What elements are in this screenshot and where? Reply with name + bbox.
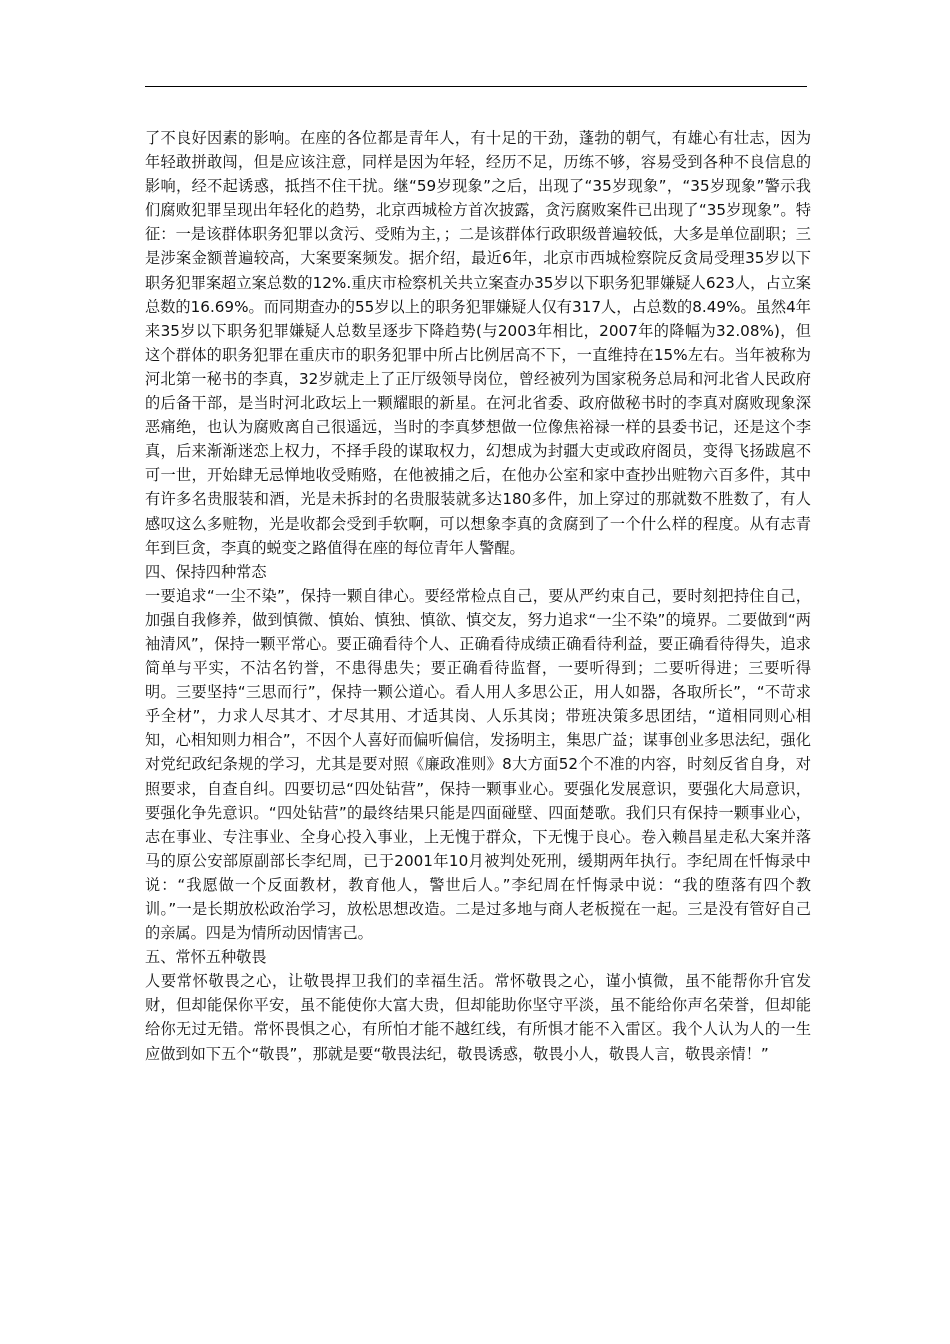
paragraph-li-zhen-case: 了不良好因素的影响。在座的各位都是青年人，有十足的干劲，蓬勃的朝气，有雄心有壮志，因为年轻敢拼敢闯，但是应该注意，同样是因为年轻，经历不足，历练不够，容易受到各种不良信息的影响，经不起诱惑，抵挡不住干扰。继“59岁现象”之后，出现了“35岁现象”，“35岁现象”警示我们腐败犯罪呈现出年轻化的趋势，北京西城检方首次披露，贪污腐败案件已出现了“35岁现象”。特征：一是该群体职务犯罪以贪污、受贿为主，；二是该群体行政职级普遍较低，大多是单位副职；三是涉案金额普遍较高，大案要案频发。据介绍，最近6年，北京市西城检察院反贪局受理35岁以下职务犯罪案超立案总数的12%.重庆市检察机关共立案查办35岁以下职务犯罪嫌疑人623人，占立案总数的16.69%。而同期查办的55岁以上的职务犯罪嫌疑人仅有317人，占总数的8.49%。虽然4年来35岁以下职务犯罪嫌疑人总数呈逐步下降趋势(与2003年相比，2007年的降幅为32.08%)，但这个群体的职务犯罪在重庆市的职务犯罪中所占比例居高不下，一直维持在15%左右。当年被称为河北第一秘书的李真，32岁就走上了正厅级领导岗位，曾经被列为国家税务总局和河北省人民政府的后备干部，是当时河北政坛上一颗耀眼的新星。在河北省委、政府做秘书时的李真对腐败现象深恶痛绝，也认为腐败离自己很遥远，当时的李真梦想做一位像焦裕禄一样的县委书记，还是这个李真，后来渐渐迷恋上权力，不择手段的谋取权力，幻想成为封疆大吏或政府阁员，变得飞扬跋扈不可一世，开始肆无忌惮地收受贿赂，在他被捕之后，在他办公室和家中查抄出赃物六百多件，其中有许多名贵服装和酒，光是未拆封的名贵服装就多达180多件，加上穿过的那就数不胜数了，有人感叹这么多赃物，光是收都会受到手软啊，可以想象李真的贪腐到了一个什么样的程度。从有志青年到巨贪，李真的蜕变之路值得在座的每位青年人警醒。: [145, 129, 811, 557]
section-heading-five-reverences: 五、常怀五种敬畏: [145, 948, 267, 967]
document-body: [145, 126, 811, 1066]
paragraph-four-states: 一要追求“一尘不染”，保持一颗自律心。要经常检点自己，要从严约束自己，要时刻把持住自己，加强自我修养，做到慎微、慎始、慎独、慎欲、慎交友，努力追求“一尘不染”的境界。二要做到“两袖清风”，保持一颗平常心。要正确看待个人、正确看待成绩正确看待利益，要正确看待得失，追求简单与平实，不沽名钓誉，不患得患失；要正确看待监督，一要听得到；二要听得进；三要听得明。三要坚持“三思而行”，保持一颗公道心。看人用人多思公正，用人如器，各取所长”，“不苛求乎全材”，力求人尽其才、才尽其用、才适其岗、人乐其岗；带班决策多思团结，“道相同则心相知，心相知则力相合”，不因个人喜好而偏听偏信，发扬明主，集思广益；谋事创业多思法纪，强化对党纪政纪条规的学习，尤其是要对照《廉政准则》8大方面52个不准的内容，时刻反省自身，对照要求，自查自纠。四要切忌“四处钻营”，保持一颗事业心。要强化发展意识，要强化大局意识，要强化争先意识。“四处钻营”的最终结果只能是四面碰壁、四面楚歌。我们只有保持一颗事业心，志在事业、专注事业、全身心投入事业，上无愧于群众，下无愧于良心。卷入赖昌星走私大案并落马的原公安部原副部长李纪周，已于2001年10月被判处死刑，缓期两年执行。李纪周在忏悔录中说：“我愿做一个反面教材，教育他人，警世后人。”李纪周在忏悔录中说：“我的堕落有四个教训。”一是长期放松政治学习，放松思想改造。二是过多地与商人老板搅在一起。三是没有管好自己的亲属。四是为情所动因情害己。: [145, 586, 811, 943]
header-rule: [145, 86, 807, 87]
section-heading-four-states: 四、保持四种常态: [145, 562, 267, 581]
paragraph-five-reverences: 人要常怀敬畏之心，让敬畏捍卫我们的幸福生活。常怀敬畏之心，谨小慎微，虽不能帮你升官发财，但却能保你平安，虽不能使你大富大贵，但却能助你坚守平淡，虽不能给你声名荣誉，但却能给你无过无错。常怀畏惧之心，有所怕才能不越红线，有所惧才能不入雷区。我个人认为人的一生应做到如下五个“敬畏”，那就是要“敬畏法纪，敬畏诱惑，敬畏小人，敬畏人言，敬畏亲情！”: [145, 972, 811, 1063]
